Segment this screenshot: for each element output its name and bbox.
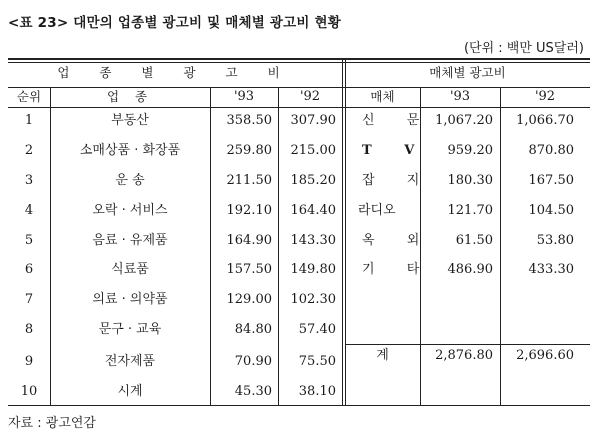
rank-cell: 1 <box>24 113 34 128</box>
media-92-cell: 870.80 <box>528 143 574 158</box>
col-header-industry: 업 종 <box>106 89 154 104</box>
value-92-cell: 149.80 <box>290 262 336 277</box>
media-total-93: 2,876.80 <box>435 348 493 363</box>
media-cell: 신 문 <box>362 113 434 128</box>
media-cell: 잡 지 <box>362 173 434 188</box>
media-93-cell: 121.70 <box>447 203 493 218</box>
col-header-media: 매체 <box>370 89 395 104</box>
media-92-cell: 1,066.70 <box>516 113 574 128</box>
col-header-m93: '93 <box>449 89 471 104</box>
rank-cell: 5 <box>24 233 34 248</box>
table-title: <표 23> 대만의 업종별 광고비 및 매체별 광고비 현황 <box>8 15 341 31</box>
value-92-cell: 185.20 <box>290 173 336 188</box>
media-92-cell: 167.50 <box>528 173 574 188</box>
value-93-cell: 157.50 <box>226 262 272 277</box>
media-93-cell: 61.50 <box>455 233 493 248</box>
rank-cell: 7 <box>24 292 34 307</box>
media-cell: 라디오 <box>358 203 396 218</box>
media-cell: 기 타 <box>362 262 434 277</box>
rank-cell: 6 <box>24 262 34 277</box>
industry-cell: 음료 · 유제품 <box>92 233 168 248</box>
media-92-cell: 104.50 <box>528 203 574 218</box>
industry-cell: 식료품 <box>111 262 149 277</box>
media-cell: T V <box>362 143 429 158</box>
media-93-cell: 1,067.20 <box>435 113 493 128</box>
media-92-cell: 433.30 <box>528 262 574 277</box>
rank-cell: 8 <box>24 322 34 337</box>
industry-cell: 문구 · 교육 <box>98 322 162 337</box>
value-93-cell: 129.00 <box>226 292 272 307</box>
table-top-rule <box>8 58 590 60</box>
media-93-cell: 180.30 <box>447 173 493 188</box>
value-92-cell: 102.30 <box>290 292 336 307</box>
col-header-93: '93 <box>233 89 255 104</box>
source-note: 자료 : 광고연감 <box>8 416 96 431</box>
media-cell: 옥 외 <box>362 233 434 248</box>
media-total-92: 2,696.60 <box>516 348 574 363</box>
value-93-cell: 358.50 <box>226 113 272 128</box>
industry-cell: 부동산 <box>111 113 149 128</box>
value-93-cell: 164.90 <box>226 233 272 248</box>
industry-cell: 소매상품 · 화장품 <box>79 143 181 158</box>
media-group-header: 매체별 광고비 <box>429 65 506 80</box>
group-divider-left <box>342 60 343 405</box>
value-92-cell: 57.40 <box>298 322 336 337</box>
rank-cell: 2 <box>24 143 34 158</box>
media-93-cell: 959.20 <box>447 143 493 158</box>
value-92-cell: 307.90 <box>290 113 336 128</box>
industry-group-header: 업 종 별 광 고 비 <box>57 65 293 80</box>
group-header-rule <box>8 87 590 88</box>
media-92-cell: 53.80 <box>536 233 574 248</box>
media-total-label: 계 <box>376 348 389 363</box>
industry-cell: 오락 · 서비스 <box>92 203 168 218</box>
value-92-cell: 215.00 <box>290 143 336 158</box>
rank-cell: 9 <box>24 354 34 369</box>
value-93-cell: 192.10 <box>226 203 272 218</box>
value-92-cell: 38.10 <box>298 384 336 399</box>
value-93-cell: 45.30 <box>234 384 272 399</box>
industry-cell: 운 송 <box>115 173 145 188</box>
media-total-rule <box>345 344 590 345</box>
media-93-cell: 486.90 <box>447 262 493 277</box>
unit-label: (단위 : 백만 US달러) <box>463 41 584 56</box>
industry-cell: 시계 <box>117 384 143 399</box>
rank-cell: 10 <box>20 384 38 399</box>
value-92-cell: 75.50 <box>298 354 336 369</box>
value-93-cell: 70.90 <box>234 354 272 369</box>
col-header-m92: '92 <box>534 89 556 104</box>
value-93-cell: 211.50 <box>226 173 272 188</box>
value-93-cell: 84.80 <box>234 322 272 337</box>
value-92-cell: 164.40 <box>290 203 336 218</box>
industry-cell: 의료 · 의약품 <box>92 292 168 307</box>
rank-cell: 4 <box>24 203 34 218</box>
table-bottom-rule <box>8 405 590 406</box>
industry-cell: 전자제품 <box>104 354 156 369</box>
rank-cell: 3 <box>24 173 34 188</box>
col-header-92: '92 <box>299 89 321 104</box>
value-92-cell: 143.30 <box>290 233 336 248</box>
column-header-rule <box>8 107 590 108</box>
table-top-rule-inner <box>8 62 590 63</box>
col-header-rank: 순위 <box>16 89 42 104</box>
value-93-cell: 259.80 <box>226 143 272 158</box>
